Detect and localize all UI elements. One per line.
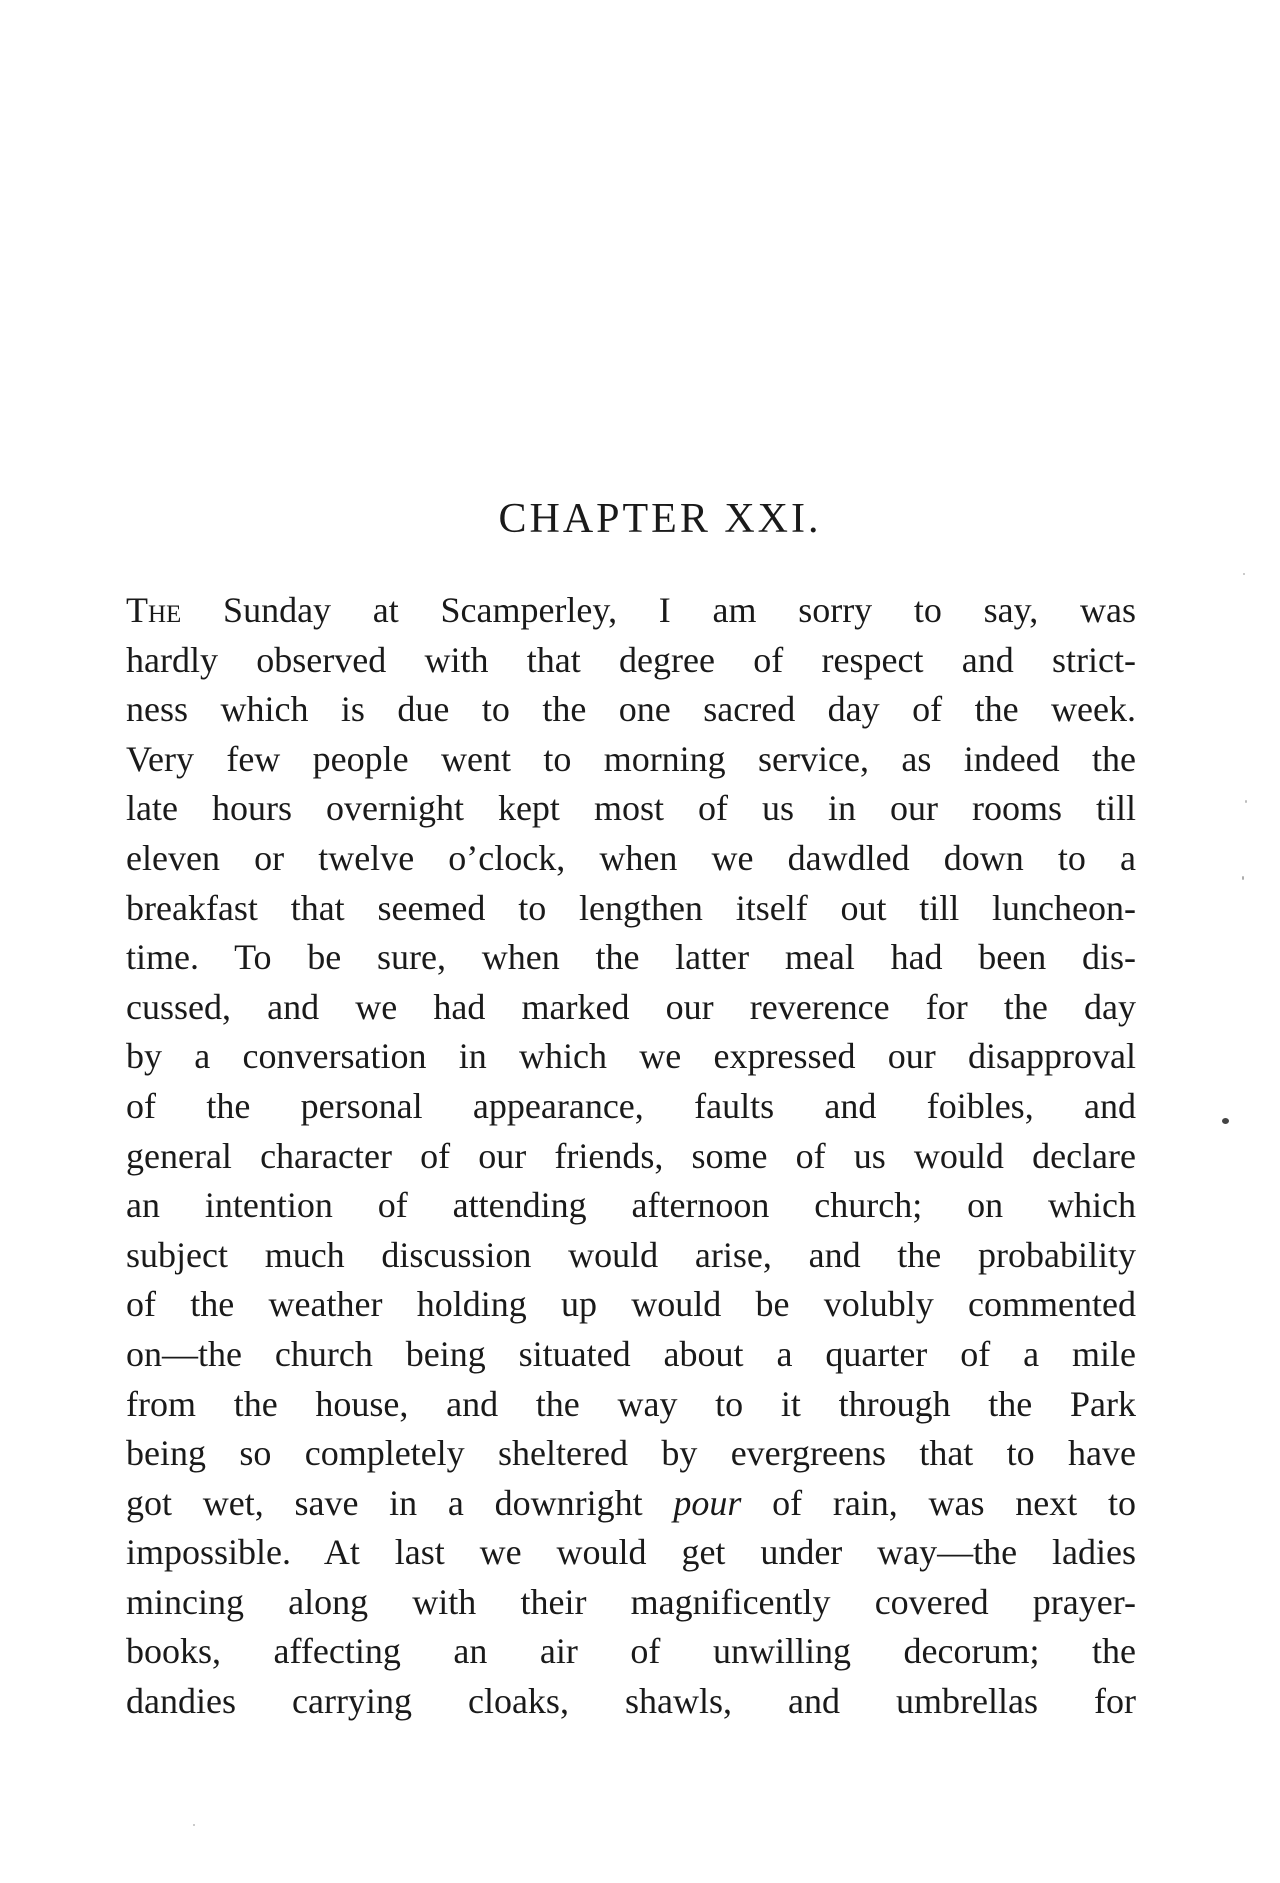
text-line: by a conversation in which we expressed our disapproval xyxy=(126,1036,1136,1077)
text-line: The Sunday at Scamperley, I am sorry to say, was xyxy=(126,590,1136,630)
scan-speck xyxy=(1243,573,1245,575)
text-line: dandies carrying cloaks, shawls, and umbrellas for xyxy=(126,1681,1136,1722)
scan-speck xyxy=(1242,876,1244,880)
text-line: of the personal appearance, faults and foibles, and xyxy=(126,1085,1136,1126)
text-line: being so completely sheltered by evergreens that to have xyxy=(126,1433,1136,1474)
text-line: of the weather holding up would be volubly commented xyxy=(126,1284,1136,1325)
text-line: an intention of attending afternoon church; on which xyxy=(126,1185,1136,1226)
text-line: ness which is due to the one sacred day of the week. xyxy=(126,689,1136,730)
text-line: books, affecting an air of unwilling decorum; the xyxy=(126,1631,1136,1672)
text-line: got wet, save in a downright pour of rain, was next to xyxy=(126,1482,1136,1523)
text-line: time. To be sure, when the latter meal had been dis- xyxy=(126,937,1136,978)
text-line: cussed, and we had marked our reverence for the day xyxy=(126,986,1136,1027)
scan-speck xyxy=(1245,800,1247,803)
chapter-body xyxy=(126,586,1136,1727)
text-line: mincing along with their magnificently covered prayer- xyxy=(126,1581,1136,1622)
italic-word: pour xyxy=(673,1482,742,1523)
text-line: eleven or twelve o’clock, when we dawdled down to a xyxy=(126,837,1136,878)
text-line: impossible. At last we would get under way—the ladies xyxy=(126,1532,1136,1573)
text-line: Very few people went to morning service, as indeed the xyxy=(126,738,1136,779)
text-line: general character of our friends, some of us would declare xyxy=(126,1135,1136,1176)
text-line: late hours overnight kept most of us in our rooms till xyxy=(126,788,1136,829)
text-line: breakfast that seemed to lengthen itself out till luncheon- xyxy=(126,887,1136,928)
scan-speck xyxy=(193,1824,195,1826)
chapter-heading: CHAPTER XXI. xyxy=(498,496,822,542)
text-line: on—the church being situated about a quarter of a mile xyxy=(126,1333,1136,1374)
scan-speck xyxy=(1222,1118,1229,1124)
text-line: subject much discussion would arise, and the probability xyxy=(126,1234,1136,1275)
text-line: hardly observed with that degree of respect and strict- xyxy=(126,639,1136,680)
opening-word: The xyxy=(126,590,182,630)
text-line: from the house, and the way to it through the Park xyxy=(126,1383,1136,1424)
